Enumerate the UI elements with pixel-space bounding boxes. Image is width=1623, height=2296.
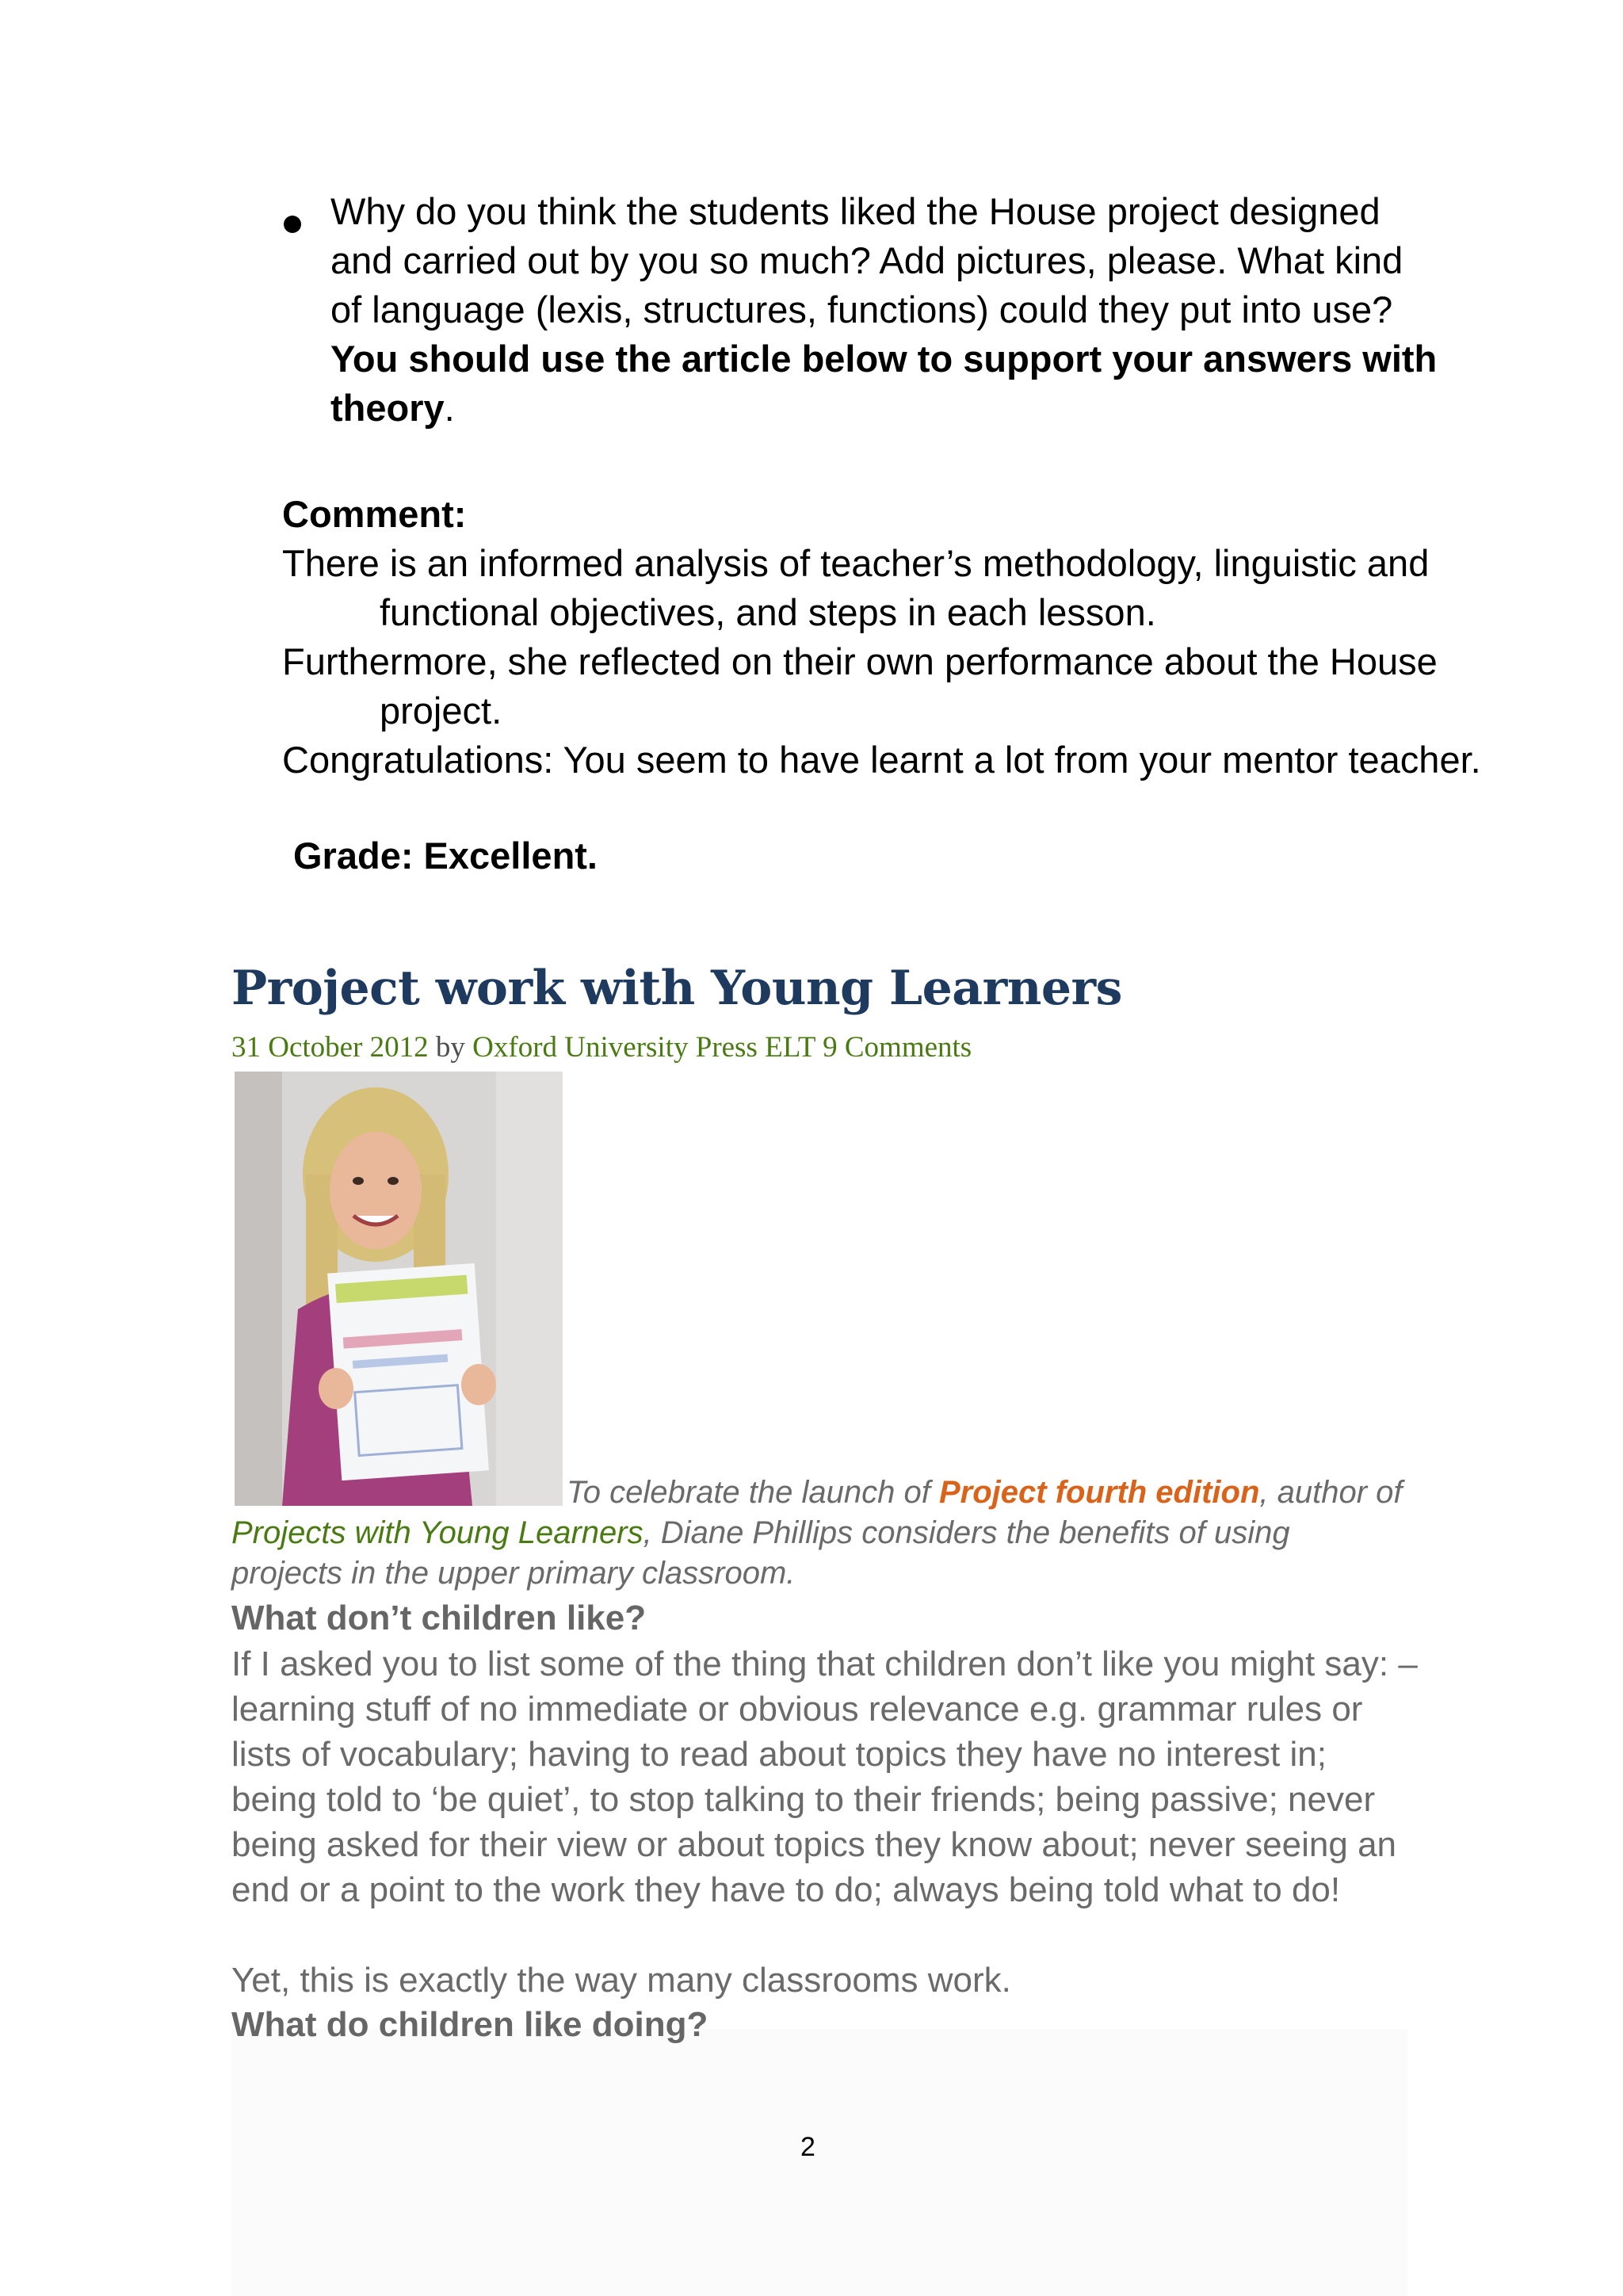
article-title: Project work with Young Learners xyxy=(231,961,1122,1016)
section-heading: What don’t children like? xyxy=(231,1599,647,1637)
section-paragraph: Yet, this is exactly the way many classrooms work. xyxy=(231,1961,1011,2000)
faint-background xyxy=(231,2029,1407,2296)
question-text xyxy=(330,187,1440,433)
article-author-link[interactable]: Oxford University Press ELT xyxy=(472,1031,815,1064)
article-by: by xyxy=(428,1031,473,1064)
section-paragraph: If I asked you to list some of the thing that children don’t like you might say: – learning stuff of no immediate or obvious relevance e.g. grammar rules or lists of vocabulary; having to read about topics they have no interest in; being told to ‘be quiet’, to stop talking to their friends; being passive; never being asked for their view or about topics they know about; never seeing an end or a point to the work they have to do; always being told what to do! xyxy=(231,1645,1418,1909)
article-photo xyxy=(235,1072,563,1506)
section-heading: What do children like doing? xyxy=(231,2005,708,2044)
comment-paragraph: Congratulations: You seem to have learnt a lot from your mentor teacher. xyxy=(282,739,1481,781)
projects-with-young-learners-link[interactable]: Projects with Young Learners xyxy=(231,1515,643,1550)
question-end: . xyxy=(444,387,455,429)
comment-paragraph: There is an informed analysis of teacher’s methodology, linguistic and functional objectives, and steps in each lesson. xyxy=(282,542,1430,633)
comment-heading: Comment: xyxy=(282,493,467,535)
article-caption xyxy=(231,1473,1404,1594)
question-plain: Why do you think the students liked the House project designed and carried out by you so much? Add pictures, please. What kind of language (lexis, structures, functions) could they put into use? xyxy=(330,190,1403,330)
caption-text: , Diane Phillips considers the benefits of using projects in the upper primary classroom. xyxy=(231,1515,1290,1591)
article-comments-link[interactable]: 9 Comments xyxy=(823,1031,972,1064)
grade: Grade: Excellent. xyxy=(293,835,598,877)
caption-text: To celebrate the launch of xyxy=(567,1475,939,1510)
project-fourth-edition-link[interactable]: Project fourth edition xyxy=(938,1475,1260,1510)
article-meta xyxy=(231,1030,972,1064)
article-date-link[interactable]: 31 October 2012 xyxy=(231,1031,429,1064)
caption-text: , author of xyxy=(1259,1475,1403,1510)
question-bold: You should use the article below to support your answers with theory xyxy=(330,338,1438,429)
page-number: 2 xyxy=(800,2132,815,2162)
bullet-icon xyxy=(284,216,301,233)
comment-paragraph: Furthermore, she reflected on their own performance about the House project. xyxy=(282,640,1438,732)
